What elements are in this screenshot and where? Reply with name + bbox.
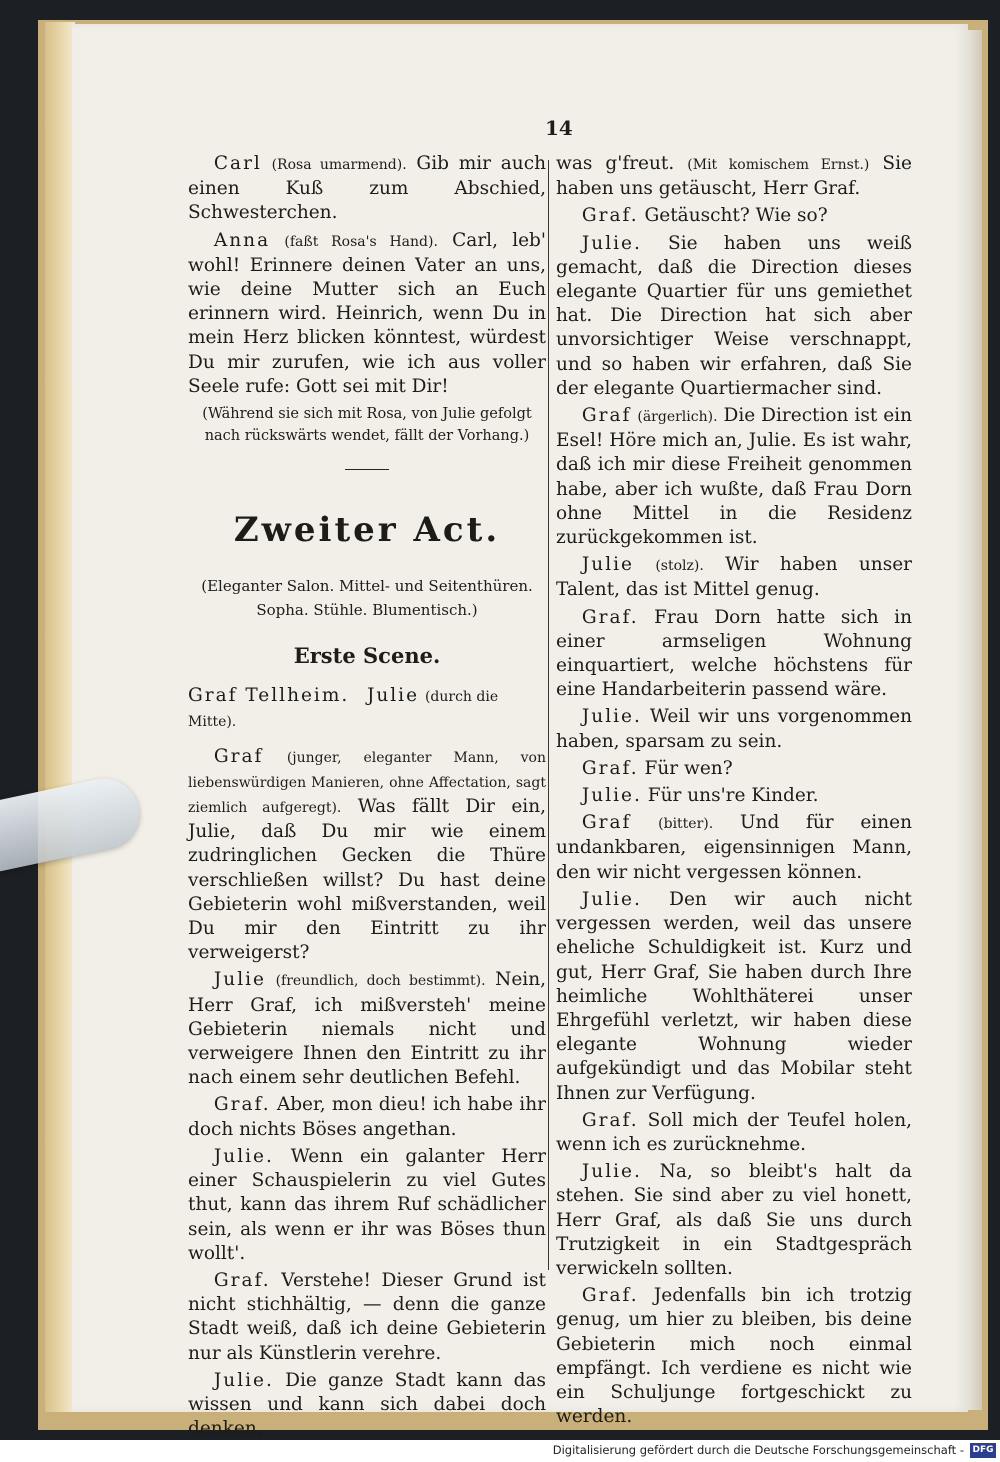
- speaker-name: Graf.: [581, 606, 639, 628]
- dialogue-paragraph: [556, 232, 912, 401]
- stage-direction: (durch die Mitte).: [188, 689, 499, 731]
- funding-credit: Digitalisierung gefördert durch die Deutsche Forschungsgemeinschaft -: [552, 1443, 964, 1457]
- dialogue-paragraph: [188, 968, 546, 1090]
- dfg-logo: DFG: [970, 1443, 996, 1458]
- speaker-name: Graf.: [213, 1094, 271, 1116]
- dialogue-paragraph: [188, 1093, 546, 1141]
- dialogue-text: Und für einen undankbaren, eigensinnigen Mann, den wir nicht vergessen können.: [556, 812, 913, 883]
- dialogue-paragraph: [556, 404, 912, 550]
- speaker-name: Julie.: [581, 785, 642, 807]
- dialogue-text: Aber, mon dieu! ich habe ihr doch nichts Böses angethan.: [188, 1094, 546, 1140]
- dialogue-paragraph: [556, 1109, 912, 1157]
- curtain-stage-direction: (Während sie sich mit Rosa, von Julie gefolgt nach rückswärts wendet, fällt der Vorhang.): [202, 406, 532, 445]
- speaker-name: Julie.: [581, 706, 642, 728]
- cast-name-julie: Julie: [366, 685, 420, 707]
- dialogue-text: Was fällt Dir ein, Julie, daß Du mir wie einem zudringlichen Gecken die Thüre verschließen willst? Du hast deine Gebieterin wohl mißverstanden, weil Du mir den Eintritt zu ihr verweigerst?: [188, 796, 546, 964]
- speaker-name: Julie.: [213, 1145, 274, 1167]
- page-fore-edge: [45, 22, 75, 1412]
- dialogue-paragraph: [188, 1145, 546, 1266]
- column-divider: [548, 160, 549, 1270]
- digitization-footer: [0, 1440, 1000, 1462]
- stage-direction: (freundlich, doch bestimmt).: [275, 973, 486, 990]
- dialogue-text: Wenn ein galanter Herr einer Schauspielerin zu viel Gutes thut, kann das ihrem Ruf schädlicher sein, als wenn er ihr was Böses thun wollt'.: [188, 1145, 546, 1264]
- dialogue-text: Sie haben uns getäuscht, Herr Graf.: [556, 153, 912, 200]
- stage-direction: (stolz).: [655, 558, 704, 575]
- speaker-name: Graf: [581, 405, 632, 427]
- scene-setting: (Eleganter Salon. Mittel- und Seitenthüren. Sopha. Stühle. Blumentisch.): [201, 577, 533, 620]
- dialogue-paragraph: [556, 705, 912, 753]
- speaker-name: Graf: [213, 745, 264, 767]
- dialogue-paragraph: [556, 204, 912, 228]
- speaker-name: Graf.: [213, 1269, 271, 1291]
- dialogue-paragraph: [188, 745, 546, 966]
- dialogue-text: Die ganze Stadt kann das wissen und kann sich dabei doch denken,: [188, 1369, 546, 1440]
- dialogue-paragraph: [188, 229, 546, 399]
- dialogue-paragraph: [556, 1284, 912, 1429]
- dialogue-paragraph: [556, 888, 912, 1106]
- stage-direction: (Mit komischem Ernst.): [687, 157, 870, 173]
- speaker-name: Graf.: [581, 757, 639, 779]
- dialogue-text: Die Direction ist ein Esel! Höre mich an, Julie. Es ist wahr, daß ich mir diese Freiheit genommen habe, aber ich wußte, daß Frau Dorn ohne Mittel in die Residenz zurückgekommen ist.: [556, 405, 912, 549]
- speaker-name: Anna: [213, 229, 271, 251]
- dialogue-text: Den wir auch nicht vergessen werden, weil das unsere eheliche Schuldigkeit ist. Kurz und gut, Herr Graf, Sie haben durch Ihre heimliche Wohlthäterei unser Ehrgefühl verletzt, wir haben diese elegante Wohnung wieder aufgekündigt und das Mobilar steht Ihnen zur Verfügung.: [556, 888, 912, 1104]
- dialogue-text: Für uns're Kinder.: [647, 785, 819, 807]
- speaker-name: Julie: [581, 554, 635, 576]
- dialogue-paragraph: [556, 757, 912, 781]
- dialogue-paragraph: [188, 152, 546, 226]
- section-rule: [345, 469, 389, 470]
- stage-direction: (faßt Rosa's Hand).: [284, 233, 438, 250]
- dialogue-paragraph: [556, 553, 912, 602]
- speaker-name: Julie.: [581, 232, 642, 254]
- dialogue-text: Getäuscht? Wie so?: [644, 205, 828, 227]
- dialogue-text: was g'freut.: [556, 153, 675, 174]
- dialogue-text: Weil wir uns vorgenommen haben, sparsam zu sein.: [556, 706, 912, 752]
- dialogue-text: Jedenfalls bin ich trotzig genug, um hier zu bleiben, bis deine Gebieterin mich noch einmal empfängt. Ich verdiene es nicht wie ein Schuljunge fortgeschickt zu werden.: [556, 1285, 912, 1428]
- dialogue-paragraph: [556, 152, 912, 201]
- dialogue-paragraph: [188, 1369, 546, 1442]
- speaker-name: Julie: [213, 969, 267, 991]
- stage-direction: (junger, eleganter Mann, von liebenswürdigen Manieren, ohne Affectation, sagt ziemlich aufgeregt).: [188, 749, 546, 817]
- speaker-name: Graf.: [581, 205, 639, 227]
- dialogue-paragraph: [556, 606, 912, 703]
- scene-title: Erste Scene.: [293, 643, 441, 669]
- speaker-name: Julie.: [581, 888, 642, 910]
- right-column: [556, 152, 912, 1432]
- act-title: Zweiter Act.: [233, 510, 501, 551]
- stage-direction: (Rosa umarmend).: [271, 157, 407, 173]
- dialogue-text: Nein, Herr Graf, ich mißversteh' meine Gebieterin niemals nicht und verweigere Ihnen den Eintritt zu ihr nach einem sehr deutlichen Befehl.: [188, 969, 546, 1089]
- speaker-name: Julie.: [213, 1369, 274, 1391]
- speaker-name: Graf: [581, 812, 632, 834]
- speaker-name: Julie.: [581, 1161, 642, 1183]
- cast-line: [188, 684, 546, 734]
- speaker-name: Carl: [213, 153, 262, 174]
- dialogue-text: Gib mir auch einen Kuß zum Abschied, Schwesterchen.: [188, 153, 546, 224]
- dialogue-text: Na, so bleibt's halt da stehen. Sie sind aber zu viel honett, Herr Graf, als daß Sie uns durch Trutzigkeit in ein Stadtgespräch verwickeln sollten.: [556, 1161, 912, 1279]
- dialogue-text: Frau Dorn hatte sich in einer armseligen Wohnung einquartiert, welche höchstens für eine Handarbeiterin passend wäre.: [556, 606, 912, 701]
- page-right-edge: [968, 30, 982, 1410]
- dialogue-text: Verstehe! Dieser Grund ist nicht stichhältig, — denn die ganze Stadt weiß, daß ich deine Gebieterin nur als Künstlerin verehre.: [188, 1269, 546, 1364]
- dialogue-paragraph: [556, 811, 912, 885]
- dialogue-paragraph: [556, 784, 912, 808]
- dialogue-paragraph: [556, 1160, 912, 1281]
- stage-direction: (bitter).: [658, 816, 714, 833]
- speaker-name: Graf.: [581, 1285, 639, 1307]
- stage-direction: (ärgerlich).: [637, 409, 718, 426]
- speaker-name: Graf.: [581, 1109, 639, 1131]
- left-column: [188, 152, 546, 1444]
- dialogue-paragraph: [188, 1269, 546, 1366]
- dialogue-text: Soll mich der Teufel holen, wenn ich es zurücknehme.: [556, 1109, 912, 1155]
- dialogue-text: Für wen?: [644, 757, 733, 779]
- dialogue-text: Wir haben unser Talent, das ist Mittel genug.: [556, 554, 912, 601]
- cast-name-graf: Graf Tellheim.: [188, 685, 350, 707]
- dialogue-text: Sie haben uns weiß gemacht, daß die Direction dieses elegante Quartier für uns gemiethet hat. Die Direction hat sich aber unvorsichtiger Weise verschnappt, und so haben wir erfahren, daß Sie der elegante Quartiermacher sind.: [556, 232, 912, 399]
- dialogue-text: Carl, leb' wohl! Erinnere deinen Vater an uns, wie deine Mutter sich an Euch erinnern wird. Heinrich, wenn Du in mein Herz blicken könntest, würdest Du mir zurufen, wie ich aus voller Seele rufe: Gott sei mit Dir!: [188, 229, 546, 397]
- page-number: 14: [545, 116, 573, 140]
